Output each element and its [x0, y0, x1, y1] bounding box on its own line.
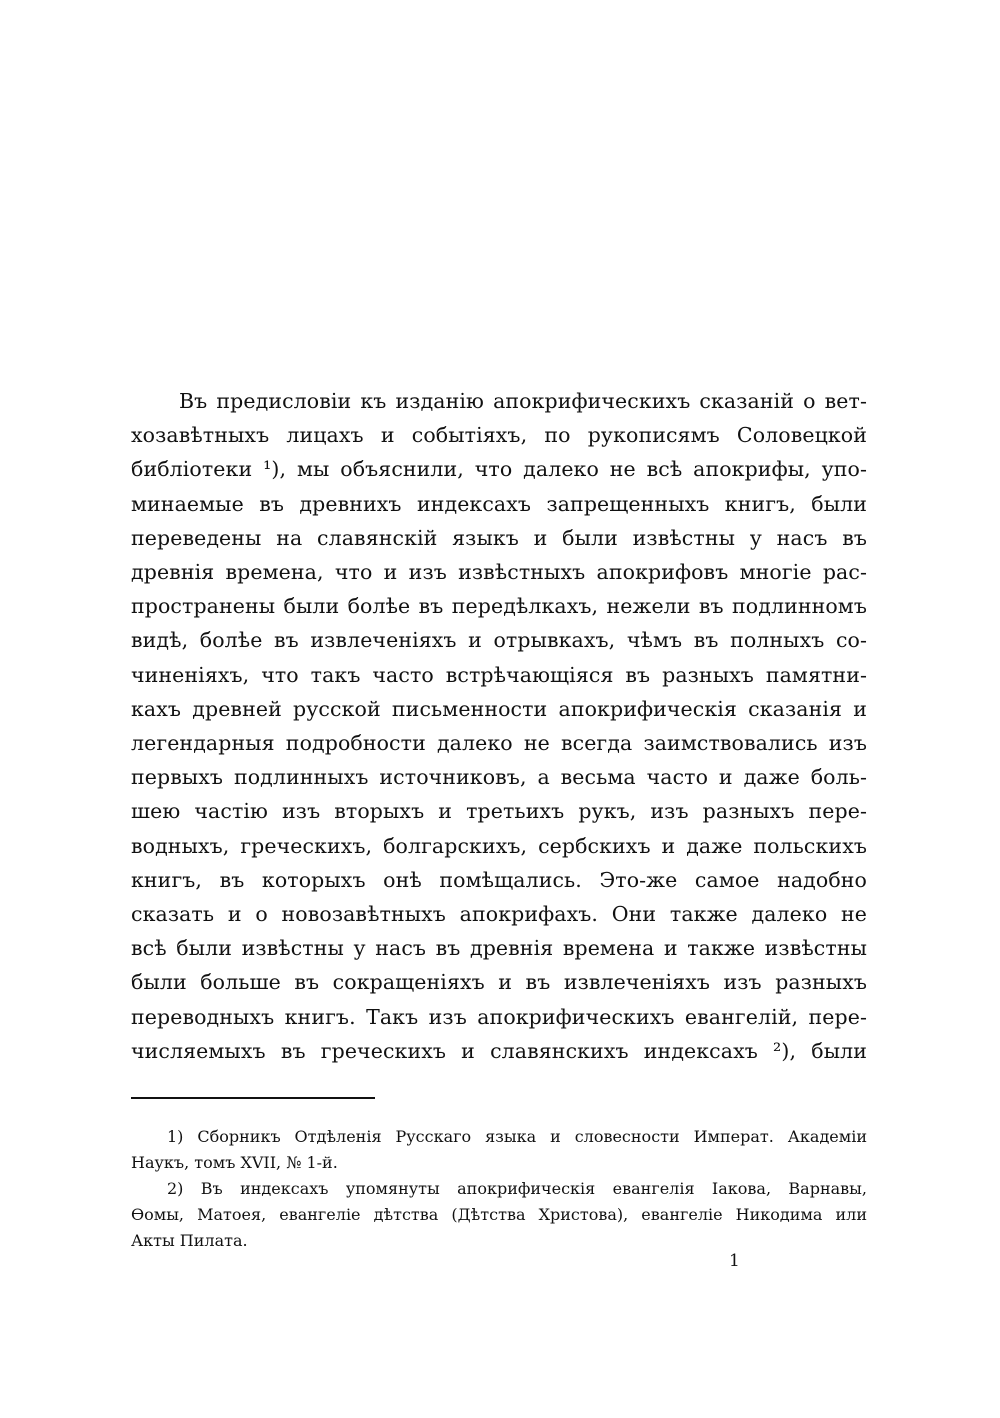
text-line: первыхъ подлинныхъ источниковъ, а весьма часто и даже боль- — [131, 765, 867, 790]
text-line: переводныхъ книгъ. Такъ изъ апокрифическихъ евангелій, пере- — [131, 1004, 867, 1029]
footnote-line: 1) Сборникъ Отдѣленія Русскаго языка и словесности Императ. Академіи — [167, 1127, 867, 1146]
page-number: 1 — [729, 1251, 740, 1271]
text-line: всѣ были извѣстны у насъ въ древнія времена и также извѣстны — [131, 936, 867, 961]
text-line: шею частію изъ вторыхъ и третьихъ рукъ, изъ разныхъ пере- — [131, 799, 867, 824]
text-line: сказать и о новозавѣтныхъ апокрифахъ. Они также далеко не — [131, 902, 867, 927]
text-line: пространены были болѣе въ передѣлкахъ, нежели въ подлинномъ — [131, 594, 867, 619]
text-line: Въ предисловіи къ изданію апокрифическихъ сказаній о вет- — [179, 389, 867, 413]
text-line: книгъ, въ которыхъ онѣ помѣщались. Это-же самое надобно — [131, 867, 867, 892]
text-line: минаемые въ древнихъ индексахъ запрещенныхъ книгъ, были — [131, 491, 867, 516]
footnotes — [131, 1124, 867, 1254]
footnote-line: Наукъ, томъ XVII, № 1-й. — [131, 1153, 338, 1172]
main-paragraph — [131, 384, 867, 1068]
text-line: переведены на славянскій языкъ и были извѣстны у насъ въ — [131, 525, 867, 550]
text-line: кахъ древней русской письменности апокрифическія сказанія и — [131, 696, 867, 721]
text-line: древнія времена, что и изъ извѣстныхъ апокрифовъ многіе рас- — [131, 560, 867, 585]
text-line: чиненіяхъ, что такъ часто встрѣчающіяся въ разныхъ памятни- — [131, 662, 867, 687]
text-line: были больше въ сокращеніяхъ и въ извлеченіяхъ изъ разныхъ — [131, 970, 867, 995]
footnote-line: 2) Въ индексахъ упомянуты апокрифическія евангелія Іакова, Варнавы, — [167, 1179, 867, 1198]
text-line: хозавѣтныхъ лицахъ и событіяхъ, по рукописямъ Соловецкой — [131, 423, 867, 448]
text-line: легендарныя подробности далеко не всегда заимствовались изъ — [131, 731, 867, 756]
text-line: библіотеки ¹), мы объяснили, что далеко не всѣ апокрифы, упо- — [131, 457, 867, 482]
text-line: водныхъ, греческихъ, болгарскихъ, сербскихъ и даже польскихъ — [131, 833, 867, 858]
footnote-line: Ѳомы, Матоея, евангеліе дѣтства (Дѣтства Христова), евангеліе Никодима или — [131, 1205, 867, 1224]
footnote-line: Акты Пилата. — [131, 1231, 248, 1250]
text-line: числяемыхъ въ греческихъ и славянскихъ индексахъ ²), были — [131, 1038, 867, 1063]
text-line: видѣ, болѣе въ извлеченіяхъ и отрывкахъ, чѣмъ въ полныхъ со- — [131, 628, 867, 653]
footnote-divider — [131, 1097, 375, 1099]
